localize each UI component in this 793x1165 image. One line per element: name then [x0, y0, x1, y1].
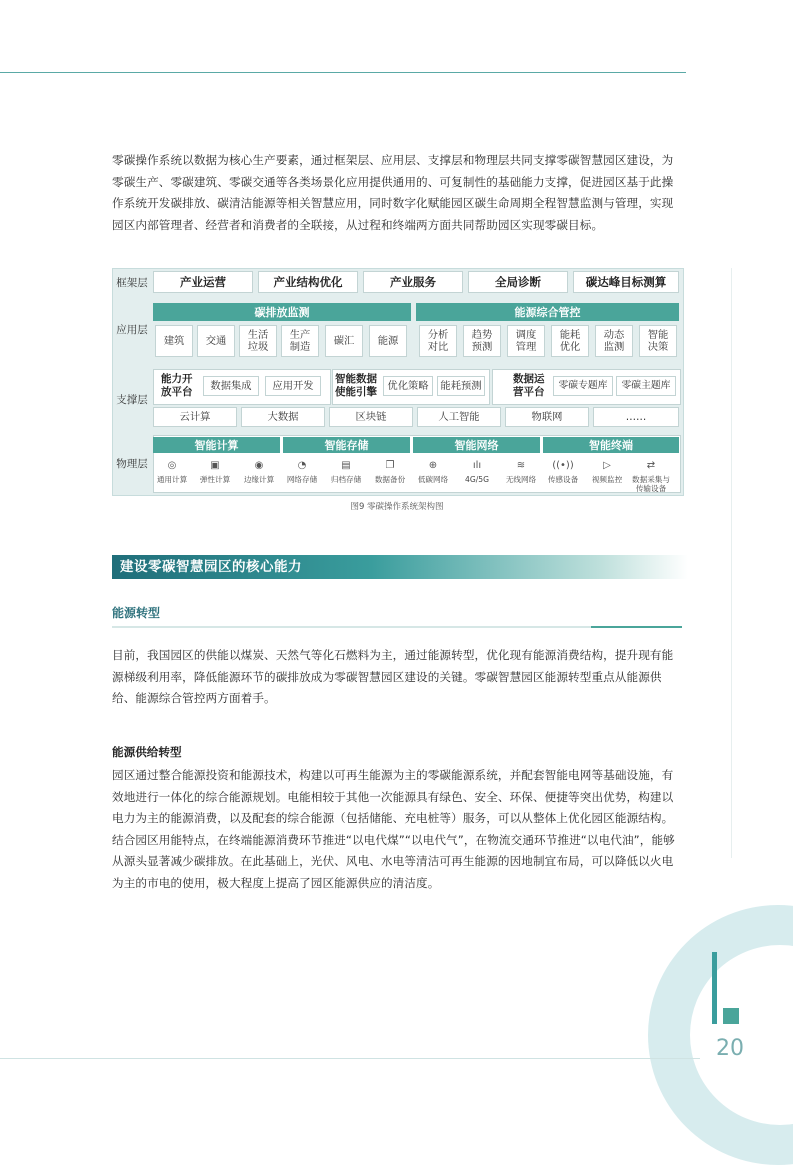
support-layer-label: 支撑层: [116, 393, 148, 406]
energy-transition-paragraph: 目前，我国园区的供能以煤炭、天然气等化石燃料为主，通过能源转型，优化现有能源消费结构，提升现有能源梯级利用率，降低能源环节的碳排放成为零碳智慧园区建设的关键。零碳智慧园区能源转型重点从能源供给、能源综合管控两方面着手。: [112, 648, 674, 706]
sensor-icon: ((•)): [552, 460, 574, 471]
framework-item: 产业结构优化: [258, 271, 358, 293]
physical-item: ⇄ 数据采集与 传输设备: [629, 459, 673, 493]
elastic-compute-icon: ▣: [210, 460, 220, 471]
application-item: 能源: [369, 325, 407, 357]
application-item: 交通: [197, 325, 235, 357]
support-item: 能耗预测: [437, 376, 485, 396]
edge-compute-icon: ◉: [254, 460, 264, 471]
support-base-item: 云计算: [153, 407, 237, 427]
support-base-item: 人工智能: [417, 407, 501, 427]
physical-item: ◎ 通用计算: [150, 459, 194, 484]
physical-item: ◉ 边缘计算: [237, 459, 281, 484]
physical-header: 智能计算: [153, 437, 280, 453]
physical-item: ((•)) 传感设备: [541, 459, 585, 484]
figure-caption: 图9 零碳操作系统架构图: [350, 502, 444, 512]
video-icon: ▷: [603, 460, 611, 471]
globe-icon: ⊕: [428, 460, 438, 471]
application-item: 能耗 优化: [551, 325, 589, 357]
support-item: 应用开发: [265, 376, 321, 396]
header-rule: [0, 72, 686, 73]
architecture-diagram: [112, 268, 684, 496]
support-base-item: 物联网: [505, 407, 589, 427]
support-base-item: ……: [593, 407, 679, 427]
framework-item: 全局诊断: [468, 271, 568, 293]
application-item: 生活 垃圾: [239, 325, 277, 357]
energy-control-header: 能源综合管控: [416, 303, 679, 321]
physical-item: ılı 4G/5G: [455, 459, 499, 484]
application-item: 生产 制造: [281, 325, 319, 357]
physical-item: ❐ 数据备份: [368, 459, 412, 484]
cpu-icon: ◎: [167, 460, 177, 471]
application-item: 分析 对比: [419, 325, 457, 357]
data-transfer-icon: ⇄: [646, 460, 656, 471]
physical-item: ▷ 视频监控: [585, 459, 629, 484]
application-item: 趋势 预测: [463, 325, 501, 357]
subsection-title: 能源转型: [112, 606, 161, 620]
energy-supply-paragraph: 园区通过整合能源投资和能源技术，构建以可再生能源为主的零碳能源系统，并配套智能电网等基础设施，有效地进行一体化的综合能源规划。电能相较于其他一次能源具有绿色、安全、环保、便捷等突出优势，构建以电力为主的能源消费，以及配套的综合能源（包括储能、充电桩等）服务，可以从整体上优化园区能源结构。结合园区用能特点，在终端能源消费环节推进“以电代煤”“以电代气”，在物流交通环节推进“以电代油”，能够从源头显著减少碳排放。在此基础上，光伏、风电、水电等清洁可再生能源的因地制宜布局，可以降低以火电为主的市电的使用，极大程度上提高了园区能源供应的清洁度。: [112, 768, 675, 890]
support-base-item: 大数据: [241, 407, 325, 427]
support-item: 数据集成: [203, 376, 259, 396]
physical-header: 智能终端: [543, 437, 679, 453]
support-group-title: 数据运 营平台: [513, 373, 545, 398]
wifi-icon: ≋: [516, 460, 526, 471]
intro-paragraph: 零碳操作系统以数据为核心生产要素，通过框架层、应用层、支撑层和物理层共同支撑零碳智慧园区建设，为零碳生产、零碳建筑、零碳交通等各类场景化应用提供通用的、可复制性的基础能力支撑，促进园区基于此操作系统开发碳排放、碳清洁能源等相关智慧应用，同时数字化赋能园区碳生命周期全程智慧监测与管理，实现园区内部管理者、经营者和消费者的全联接，从过程和终端两方面共同帮助园区实现零碳目标。: [112, 153, 674, 232]
physical-item: ◔ 网络存储: [280, 459, 324, 484]
application-layer-label: 应用层: [116, 323, 148, 336]
support-item: 优化策略: [383, 376, 433, 396]
support-item: 零碳专题库: [553, 376, 613, 396]
physical-header: 智能存储: [283, 437, 410, 453]
physical-layer-label: 物理层: [116, 457, 148, 470]
physical-item: ≋ 无线网络: [499, 459, 543, 484]
archive-icon: ▤: [341, 460, 351, 471]
application-item: 调度 管理: [507, 325, 545, 357]
support-group-title: 智能数据 使能引擎: [335, 373, 377, 398]
physical-header: 智能网络: [413, 437, 540, 453]
framework-item: 产业运营: [153, 271, 253, 293]
backup-icon: ❐: [385, 460, 395, 471]
subsection-rule: [112, 626, 682, 628]
footer-rule: [0, 1058, 700, 1059]
physical-item: ⊕ 低碳网络: [411, 459, 455, 484]
application-item: 智能 决策: [639, 325, 677, 357]
framework-item: 产业服务: [363, 271, 463, 293]
decorative-square: [723, 1008, 739, 1024]
support-group-title: 能力开 放平台: [161, 373, 193, 398]
energy-supply-heading: 能源供给转型: [112, 745, 182, 759]
network-storage-icon: ◔: [297, 460, 307, 471]
section-title: 建设零碳智慧园区的核心能力: [112, 555, 688, 579]
framework-layer-label: 框架层: [116, 276, 148, 289]
application-item: 动态 监测: [595, 325, 633, 357]
framework-item: 碳达峰目标测算: [573, 271, 679, 293]
physical-item: ▣ 弹性计算: [193, 459, 237, 484]
page-edge-line: [731, 268, 732, 858]
page-number: 20: [716, 1036, 744, 1061]
application-item: 建筑: [155, 325, 193, 357]
physical-item: ▤ 归档存储: [324, 459, 368, 484]
support-item: 零碳主题库: [616, 376, 676, 396]
decorative-bar: [712, 952, 717, 1024]
support-base-item: 区块链: [329, 407, 413, 427]
emission-monitoring-header: 碳排放监测: [153, 303, 411, 321]
signal-icon: ılı: [472, 460, 482, 471]
application-item: 碳汇: [325, 325, 363, 357]
